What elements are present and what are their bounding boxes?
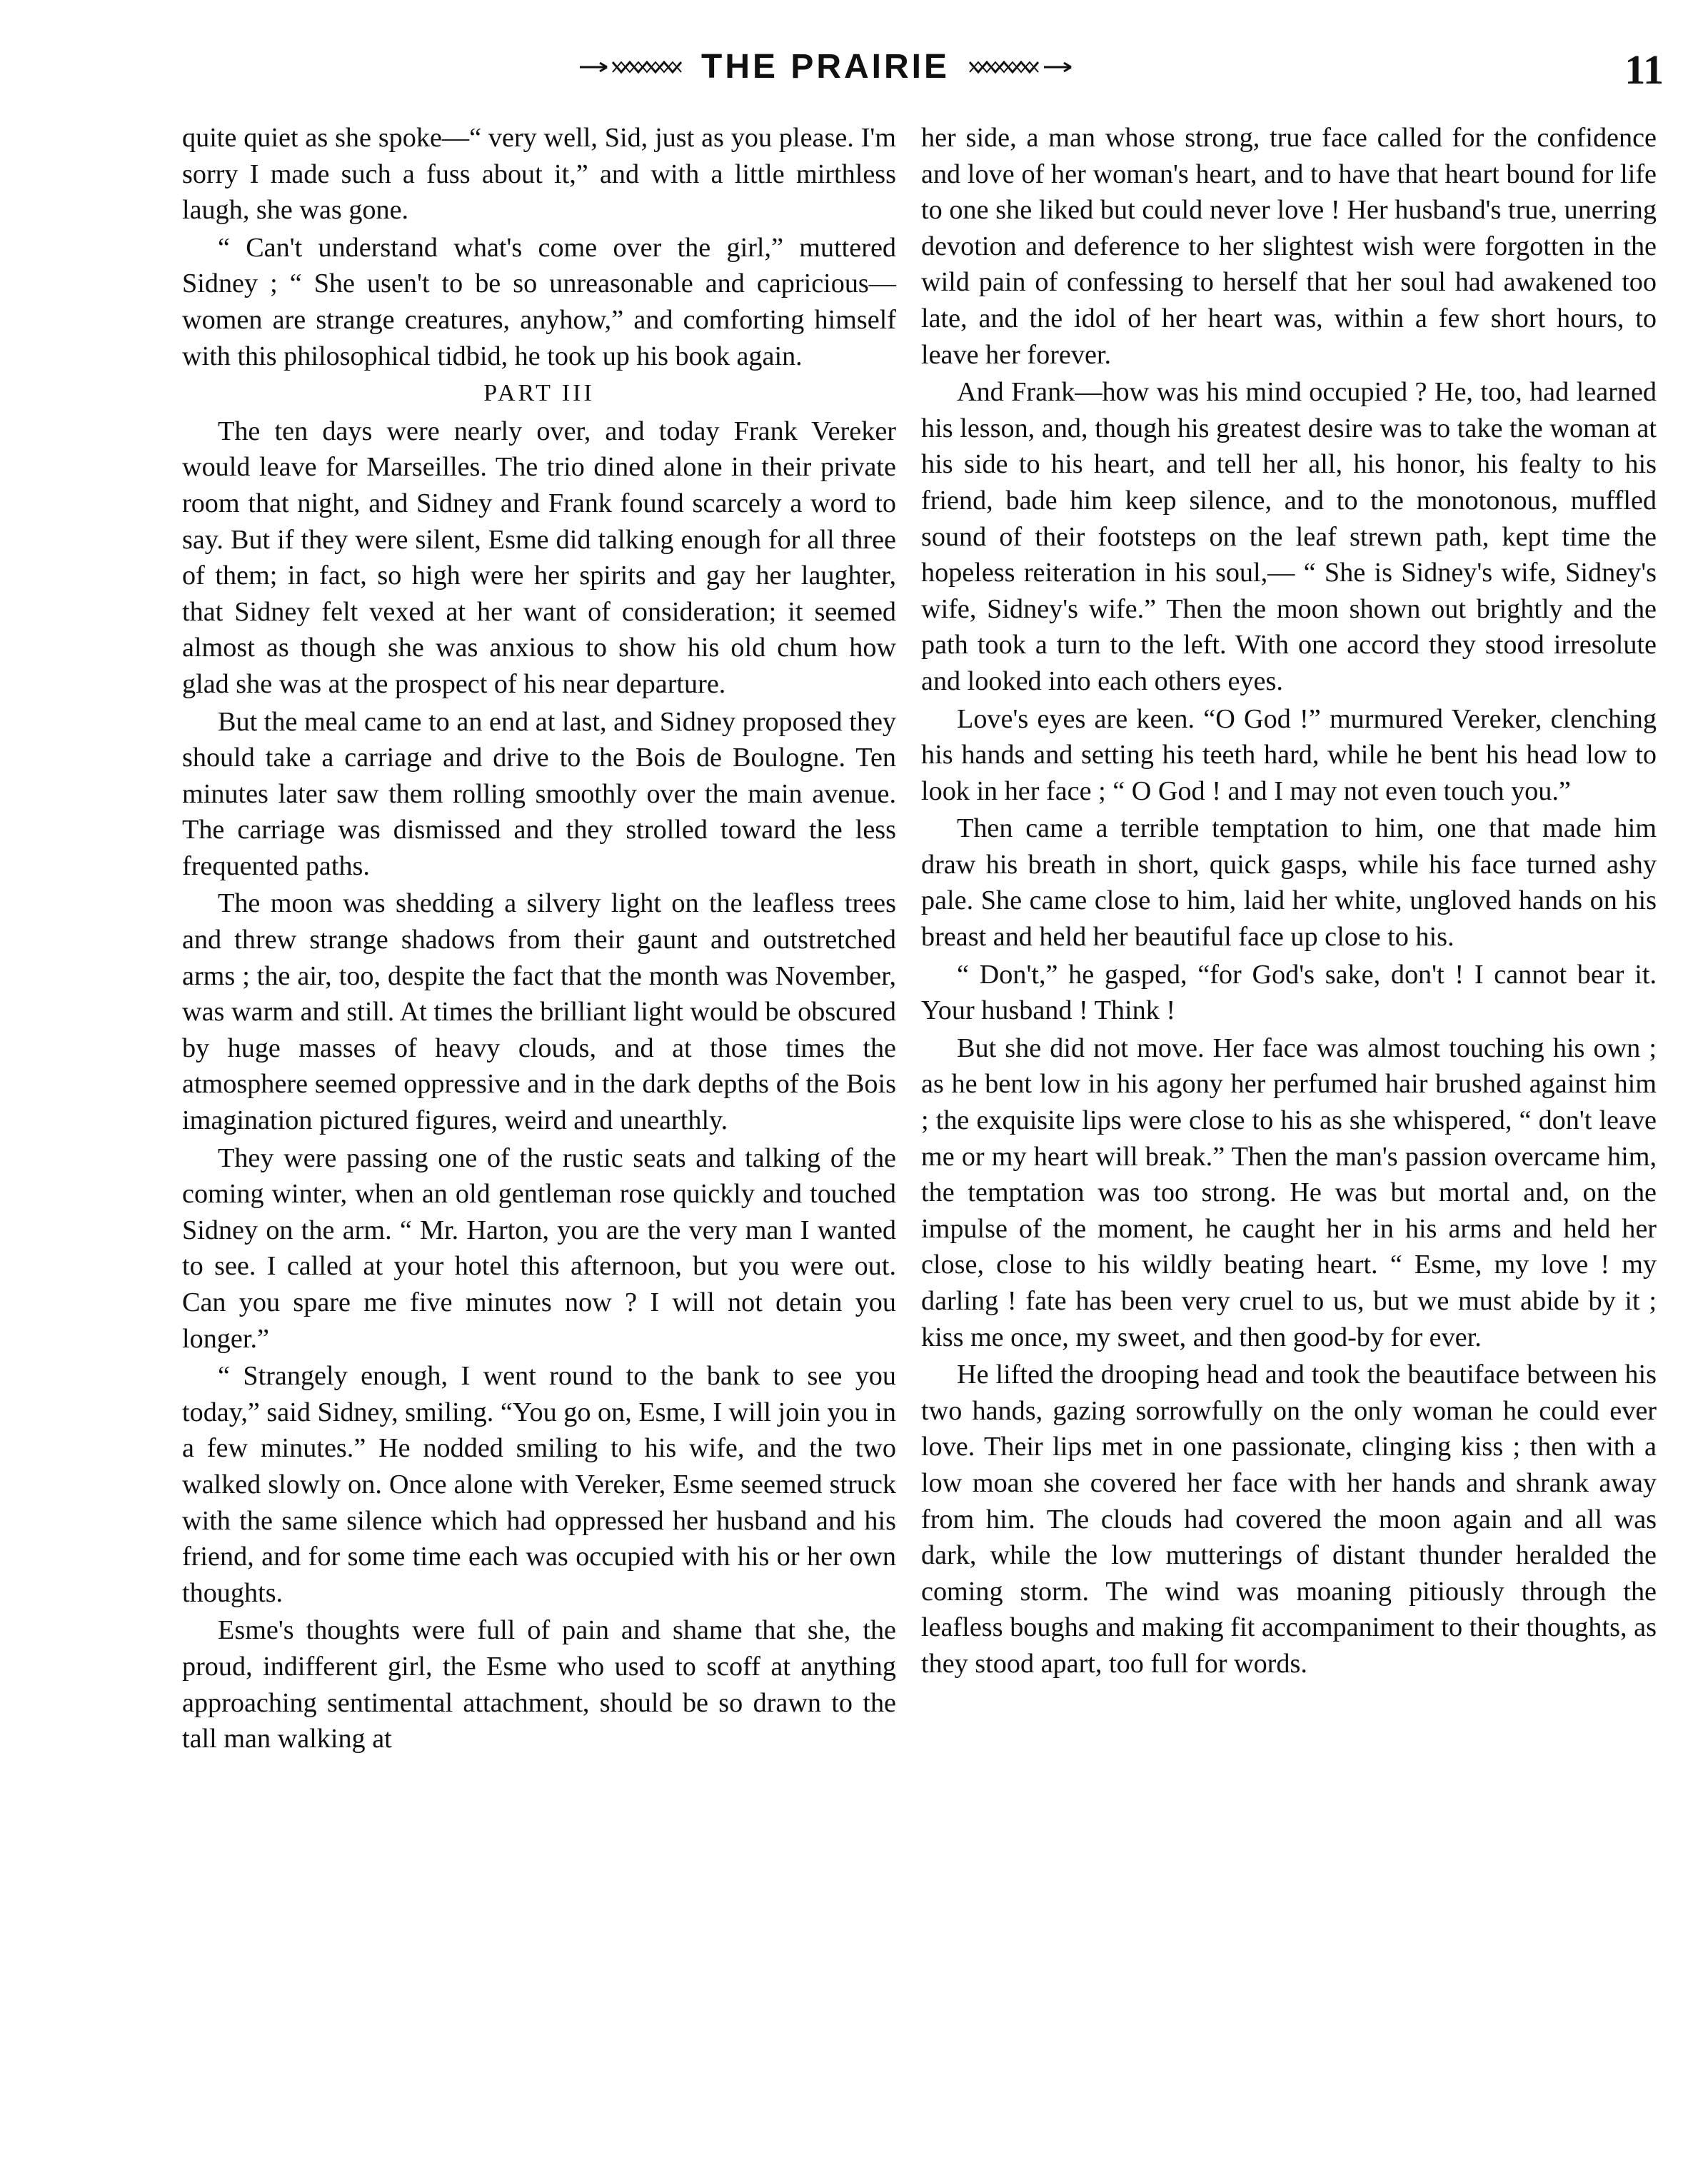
paragraph: quite quiet as she spoke—“ very well, Sid, just as you please. I'm sorry I made such a fuss about it,” and with a little mirthless laugh, she was gone. xyxy=(182,123,896,226)
paragraph: Love's eyes are keen. “O God !” murmured Vereker, clenching his hands and setting his teeth hard, while he bent his head low to look in her face ; “ O God ! and I may not even touch you.” xyxy=(921,703,1657,806)
paragraph: “ Don't,” he gasped, “for God's sake, don't ! I cannot bear it. Your husband ! Think ! xyxy=(921,959,1657,1026)
paragraph: her side, a man whose strong, true face called for the confidence and love of her woman's heart, and to have that heart bound for life to one she liked but could never love ! Her husband's true, unerring devotion and deference to her slightest wish were forgotten in the wild pain of confessing to herself that her soul had awakened too late, and the idol of her heart was, within a few short hours, to leave her forever. xyxy=(921,123,1657,370)
paragraph: Then came a terrible temptation to him, one that made him draw his breath in short, quick gasps, while his face turned ashy pale. She came close to him, laid her white, ungloved hands on his breast and held her beautiful face up close to his. xyxy=(921,813,1657,953)
running-header xyxy=(179,41,1671,99)
right-column xyxy=(921,120,1657,1682)
paragraph: They were passing one of the rustic seats and talking of the coming winter, when an old gentleman rose quickly and touched Sidney on the arm. “ Mr. Harton, you are the very man I wanted to see. I called at your hotel this afternoon, but you were out. Can you spare me five minutes now ? I will not detain you longer.” xyxy=(182,1142,896,1354)
left-column xyxy=(182,120,896,1757)
paragraph: “ Strangely enough, I went round to the bank to see you today,” said Sidney, smiling. “You go on, Esme, I will join you in a few minutes.” He nodded smiling to his wife, and the two walked slowly on. Once alone with Vereker, Esme seemed struck with the same silence which had oppressed her husband and his friend, and for some time each was occupied with his or her own thoughts. xyxy=(182,1361,896,1608)
paragraph: He lifted the drooping head and took the beautiface between his two hands, gazing sorrowfully on the only woman he could ever love. Their lips met in one passionate, clinging kiss ; then with a low moan she covered her face with her hands and shrank away from him. The clouds had covered the moon again and all was dark, while the low mutterings of distant thunder heralded the coming storm. The wind was moaning pitiously through the leafless boughs and making fit accompaniment to their thoughts, as they stood apart, too full for words. xyxy=(921,1360,1657,1679)
left-ornament-icon xyxy=(578,56,685,78)
part-heading: PART III xyxy=(483,380,595,407)
page-number: 11 xyxy=(1624,46,1664,93)
paragraph: And Frank—how was his mind occupied ? He, too, had learned his lesson, and, though his greatest desire was to take the woman at his side to his heart, and tell her all, his honor, his fealty to his friend, bade him keep silence, and to the monotonous, muffled sound of their footsteps on the leaf strewn path, kept time the hopeless reiteration in his soul,— “ She is Sidney's wife, Sidney's wife, Sidney's wife.” Then the moon shown out brightly and the path took a turn to the left. With one accord they stood irresolute and looked into each others eyes. xyxy=(921,377,1657,696)
paragraph: Esme's thoughts were full of pain and shame that she, the proud, indifferent girl, the Esme who used to scoff at anything approaching sentimental attachment, should be so drawn to the tall man walking at xyxy=(182,1615,896,1754)
paragraph: The moon was shedding a silvery light on the leafless trees and threw strange shadows from their gaunt and outstretched arms ; the air, too, despite the fact that the month was November, was warm and still. At times the brilliant light would be obscured by huge masses of heavy clouds, and at those times the atmosphere seemed oppressive and in the dark depths of the Bois imagination pictured figures, weird and unearthly. xyxy=(182,888,896,1136)
header-title-group xyxy=(578,47,1072,86)
paragraph: But she did not move. Her face was almost touching his own ; as he bent low in his agony her perfumed hair brushed against him ; the exquisite lips were close to his as she whispered, “ don't leave me or my heart will break.” Then the man's passion overcame him, the temptation was too strong. He was but mortal and, on the impulse of the moment, he caught her in his arms and held her close, close to his wildly beating heart. “ Esme, my love ! my darling ! fate has been very cruel to us, but we must abide by it ; kiss me once, my sweet, and then good-by for ever. xyxy=(921,1033,1657,1352)
paragraph: “ Can't understand what's come over the girl,” muttered Sidney ; “ She usen't to be so unreasonable and capricious— women are strange creatures, anyhow,” and comforting himself with this philosophical tidbid, he took up his book again. xyxy=(182,232,896,371)
publication-title: THE PRAIRIE xyxy=(701,48,950,86)
paragraph: The ten days were nearly over, and today Frank Vereker would leave for Marseilles. The trio dined alone in their private room that night, and Sidney and Frank found scarcely a word to say. But if they were silent, Esme did talking enough for all three of them; in fact, so high were her spirits and gay her laughter, that Sidney felt vexed at her want of consideration; it seemed almost as though she was anxious to show his old chum how glad she was at the prospect of his near departure. xyxy=(182,416,896,699)
paragraph: But the meal came to an end at last, and Sidney proposed they should take a carriage and drive to the Bois de Boulogne. Ten minutes later saw them rolling smoothly over the main avenue. The carriage was dismissed and they strolled toward the less frequented paths. xyxy=(182,706,896,881)
right-ornament-icon xyxy=(965,56,1072,78)
